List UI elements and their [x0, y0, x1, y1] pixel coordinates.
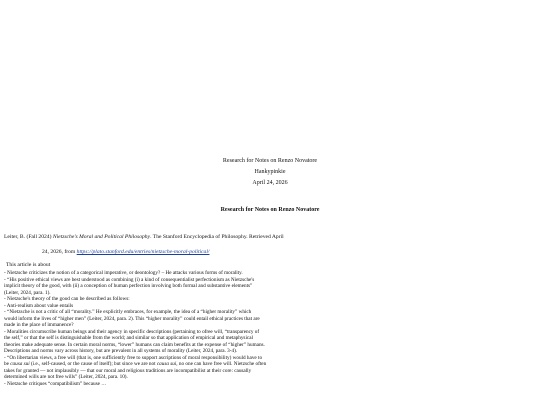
citation-line-2	[42, 249, 540, 256]
note-line: - Nietzsche criticizes the notion of a categorical imperative, or deontology? – He attacks various forms of morality.	[4, 270, 243, 276]
note-line: be causa sui (i.e., self-caused, or the cause of itself); but since we are not causa sui, no one can have free will. Nietzsche often	[4, 361, 267, 367]
citation-title: Nietzsche's Moral and Political Philosophy	[52, 234, 151, 240]
title-block	[0, 156, 540, 189]
doc-date: April 24, 2026	[252, 180, 288, 186]
note-line: - Nietzsche critiques “compatibilism” because …	[4, 380, 107, 387]
citation-line2-prefix: 24, 2026, from	[42, 249, 77, 255]
citation-prefix: Leiter, B. (Fall 2024)	[4, 234, 53, 240]
note-line: takes for granted — not implausibly — that our moral and religious traditions are incompatibilist at their core: causally	[4, 367, 252, 374]
citation-url-link[interactable]: https://plato.stanford.edu/entries/nietzsche-moral-political/	[76, 249, 210, 255]
doc-title: Research for Notes on Renzo Novatore	[222, 158, 318, 164]
note-line: - Nietzsche's theory of the good can be described as follows:	[4, 296, 130, 302]
citation-line-1	[4, 234, 536, 241]
note-line: - Anti-realism about value entails	[4, 302, 74, 309]
citation-rest: . The Stanford Encyclopedia of Philosophy. Retrieved April	[150, 234, 284, 240]
about-label: This article is about	[6, 262, 51, 268]
note-line: Descriptions and norms vary across history, but are prevalent in all systems of morality (Leiter, 2024, para. 3-4).	[4, 348, 238, 354]
section-heading: Research for Notes on Renzo Novatore	[220, 207, 320, 213]
note-line: made in the place of immanence?	[4, 322, 74, 328]
note-line: the self,” or that the self is distinguishable from the world; and similar so that application of empirical and metaphysical	[4, 335, 253, 341]
doc-author: Hankypinkie	[254, 169, 286, 175]
note-line: - “On libertarian views, a free will (that is, one sufficiently free to support ascriptions of moral responsibility) would have to	[4, 354, 263, 361]
notes-body	[4, 270, 536, 387]
note-line: - “His positive ethical views are best understood as combining (i) a kind of consequentialist perfectionism as Nietzsche's	[4, 276, 255, 283]
note-line: (Leiter, 2024, para. 1).	[4, 289, 51, 296]
note-line: theories make adequate sense. In certain moral norms, “lower” humans can claim benefits at the expense of “higher” humans.	[4, 341, 265, 348]
note-line: implicit theory of the good, with (ii) a conception of human perfection involving both formal and substantive elements”	[4, 283, 253, 289]
note-line: - “Nietzsche is not a critic of all “morality.” He explicitly embraces, for example, the idea of a “higher morality” which	[4, 309, 252, 315]
note-line: determined wills are not free wills” (Leiter, 2024, para. 10).	[4, 374, 128, 380]
note-line: - Moralities circumscribe human beings and their agency in specific descriptions (pertaining to ofree will, “transparency of	[4, 328, 260, 335]
note-line: would inform the lives of “higher men” (Leiter, 2024, para. 2). This “higher morality” could entail ethical practices that are	[4, 315, 260, 322]
